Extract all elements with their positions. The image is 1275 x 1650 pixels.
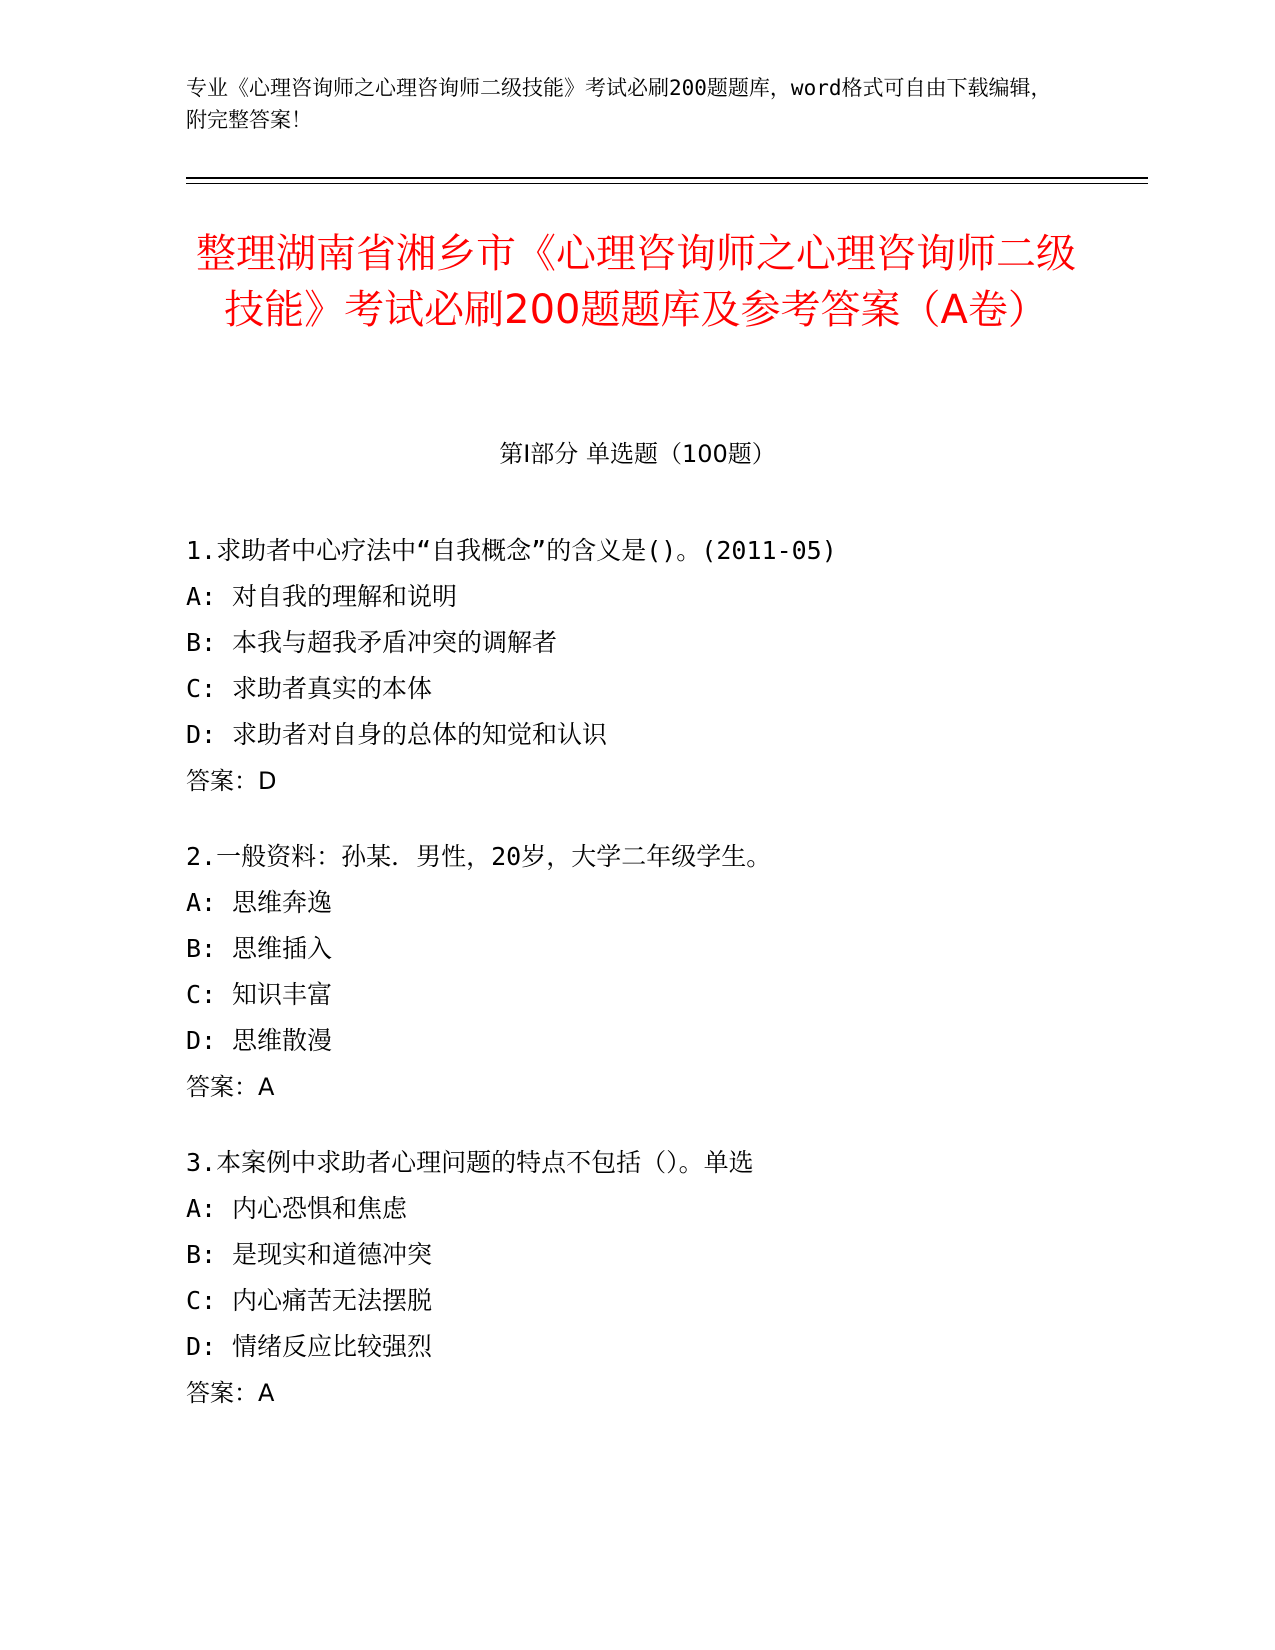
answer-line: [186, 1064, 1086, 1110]
section-heading: 第Ⅰ部分 单选题（100题）: [499, 440, 776, 468]
option-text: 是现实和道德冲突: [232, 1240, 433, 1269]
option-letter: D:: [186, 1026, 217, 1055]
option-text: 对自我的理解和说明: [232, 582, 458, 611]
question-3: [186, 1140, 1086, 1416]
option-d: [186, 712, 1086, 758]
answer-value: A: [258, 1379, 275, 1407]
question-text: 2.一般资料：孙某．男性，20岁，大学二年级学生。: [186, 842, 772, 871]
option-letter: C:: [186, 1286, 217, 1315]
answer-line: [186, 1370, 1086, 1416]
header-intro: 专业《心理咨询师之心理咨询师二级技能》考试必刷200题题库，word格式可自由下载编辑，附完整答案！: [186, 76, 1052, 132]
option-text: 求助者对自身的总体的知觉和认识: [232, 720, 608, 749]
answer-label: 答案：: [186, 1073, 258, 1101]
option-text: 思维插入: [232, 934, 333, 963]
header-rule-thin: [186, 183, 1148, 184]
option-letter: A:: [186, 582, 217, 611]
question-1: [186, 528, 1086, 804]
option-c: [186, 972, 1086, 1018]
option-text: 思维奔逸: [232, 888, 333, 917]
document-title: 整理湖南省湘乡市《心理咨询师之心理咨询师二级技能》考试必刷200题题库及参考答案（A卷）: [196, 231, 1076, 333]
question-text: 3.本案例中求助者心理问题的特点不包括（）。单选: [186, 1148, 754, 1177]
option-a: [186, 1186, 1086, 1232]
option-letter: A:: [186, 888, 217, 917]
question-2: [186, 834, 1086, 1110]
answer-label: 答案：: [186, 1379, 258, 1407]
option-letter: C:: [186, 674, 217, 703]
question-text: 1.求助者中心疗法中“自我概念”的含义是()。(2011-05): [186, 536, 837, 565]
option-d: [186, 1324, 1086, 1370]
option-a: [186, 574, 1086, 620]
option-letter: A:: [186, 1194, 217, 1223]
option-text: 情绪反应比较强烈: [232, 1332, 433, 1361]
option-text: 内心恐惧和焦虑: [232, 1194, 408, 1223]
option-letter: B:: [186, 628, 217, 657]
option-c: [186, 666, 1086, 712]
option-text: 求助者真实的本体: [232, 674, 433, 703]
option-b: [186, 1232, 1086, 1278]
option-text: 思维散漫: [232, 1026, 333, 1055]
answer-value: D: [258, 767, 277, 795]
option-text: 知识丰富: [232, 980, 333, 1009]
option-a: [186, 880, 1086, 926]
option-letter: D:: [186, 1332, 217, 1361]
option-text: 内心痛苦无法摆脱: [232, 1286, 433, 1315]
option-letter: B:: [186, 1240, 217, 1269]
option-letter: B:: [186, 934, 217, 963]
answer-label: 答案：: [186, 767, 258, 795]
header-rule-thick: [186, 177, 1148, 179]
option-b: [186, 620, 1086, 666]
option-c: [186, 1278, 1086, 1324]
answer-line: [186, 758, 1086, 804]
question-list: [186, 528, 1086, 1446]
option-letter: D:: [186, 720, 217, 749]
option-d: [186, 1018, 1086, 1064]
option-letter: C:: [186, 980, 217, 1009]
option-text: 本我与超我矛盾冲突的调解者: [232, 628, 558, 657]
answer-value: A: [258, 1073, 275, 1101]
option-b: [186, 926, 1086, 972]
